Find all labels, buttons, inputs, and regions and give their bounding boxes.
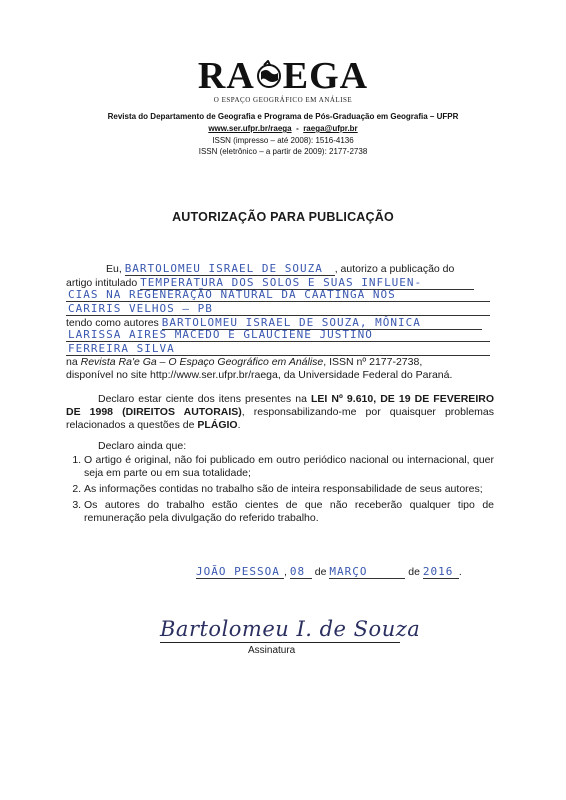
list-item: 3. Os autores do trabalho estão cientes de que não receberão qualquer tipo de remuneração pela divulgação do referido trabalho. [84, 499, 494, 525]
journal-logo [0, 56, 566, 96]
journal-name: Revista Ra'e Ga – O Espaço Geográfico em Análise [80, 356, 324, 368]
article-title-line-2[interactable] [66, 289, 490, 302]
logo-text-right: EGA [282, 55, 369, 97]
authors-line-3[interactable] [66, 343, 490, 356]
list-item: 2. As informações contidas no trabalho são de inteira responsabilidade de seus autores; [84, 483, 494, 496]
month-field[interactable]: MARÇO [329, 565, 405, 579]
law-reference: LEI Nº 9.610, DE 19 DE FEVEREIRO DE 1998 [66, 393, 494, 418]
handwritten-signature: Bartolomeu I. de Souza [160, 617, 421, 641]
declaration-pre: Declaro estar ciente dos itens presentes na [98, 393, 312, 405]
page-title: AUTORIZAÇÃO PARA PUBLICAÇÃO [172, 210, 394, 224]
authors-field-3: FERREIRA SILVA [68, 342, 175, 355]
site-line: disponível no site http://www.ser.ufpr.br/raega, da Universidade Federal do Paraná. [66, 369, 453, 381]
globe-icon [256, 60, 282, 90]
email-link[interactable]: raega@ufpr.br [303, 124, 358, 133]
year-field[interactable]: 2016 [423, 565, 459, 579]
author-name-field[interactable]: BARTOLOMEU ISRAEL DE SOUZA [125, 262, 335, 276]
authors-field-1[interactable]: BARTOLOMEU ISRAEL DE SOUZA, MÔNICA [162, 316, 482, 330]
article-title-field-1[interactable]: TEMPERATURA DOS SOLOS E SUAS INFLUEN- [140, 276, 474, 290]
journal-pre: na [66, 356, 81, 368]
contact-separator: - [296, 124, 299, 133]
declaration-post: , responsabilizando-me por quaisquer problemas relacionados a questões de [66, 406, 494, 431]
signature-line[interactable] [160, 642, 400, 643]
declaration-list [66, 454, 494, 528]
eu-label: Eu, [106, 263, 122, 275]
city-field[interactable]: JOÃO PESSOA [196, 565, 284, 579]
department-line: Revista do Departamento de Geografia e Programa de Pós-Graduação em Geografia – UFPR [107, 112, 459, 121]
day-field[interactable]: 08 [290, 565, 312, 579]
issn-print: ISSN (impresso – até 2008): 1516-4136 [212, 136, 354, 145]
article-title-field-2: CIAS NA REGENERAÇÃO NATURAL DA CAATINGA NOS [68, 288, 396, 301]
name-row [66, 262, 494, 276]
logo-tagline: O ESPAÇO GEOGRÁFICO EM ANÁLISE [213, 96, 353, 104]
authors-line-2[interactable] [66, 329, 490, 342]
article-title-field-3: CARIRIS VELHOS – PB [68, 302, 213, 315]
article-title-line-3[interactable] [66, 303, 490, 316]
contact-line [0, 124, 566, 134]
authorize-text: , autorizo a publicação do [334, 263, 455, 275]
declaration-end: . [237, 419, 241, 431]
declaro-ainda: Declaro ainda que: [98, 440, 187, 452]
logo-text-left: RA [197, 55, 255, 97]
declaration-paragraph [66, 393, 494, 432]
journal-post: , ISSN nº 2177-2738, [323, 356, 423, 368]
journal-line [66, 356, 494, 369]
rights-reference: (DIREITOS AUTORAIS) [122, 406, 242, 418]
signature-label: Assinatura [248, 645, 296, 656]
authors-label: tendo como autores [66, 317, 159, 329]
date-row: JOÃO PESSOA , 08 de MARÇO de 2016 . [196, 565, 462, 578]
date-de-2: de [408, 566, 420, 578]
issn-electronic: ISSN (eletrônico – a partir de 2009): 2177-2738 [198, 147, 368, 156]
list-item: 1. O artigo é original, não foi publicado em outro periódico nacional ou internacional, quer seja em parte ou em sua totalidade; [84, 454, 494, 480]
plagio-word: PLÁGIO [197, 419, 238, 431]
authors-field-2: LARISSA AIRES MACEDO E GLAUCIENE JUSTINO [68, 328, 373, 341]
date-de-1: de [314, 566, 327, 578]
artigo-label: artigo intitulado [66, 277, 138, 289]
website-link[interactable]: www.ser.ufpr.br/raega [208, 124, 292, 133]
